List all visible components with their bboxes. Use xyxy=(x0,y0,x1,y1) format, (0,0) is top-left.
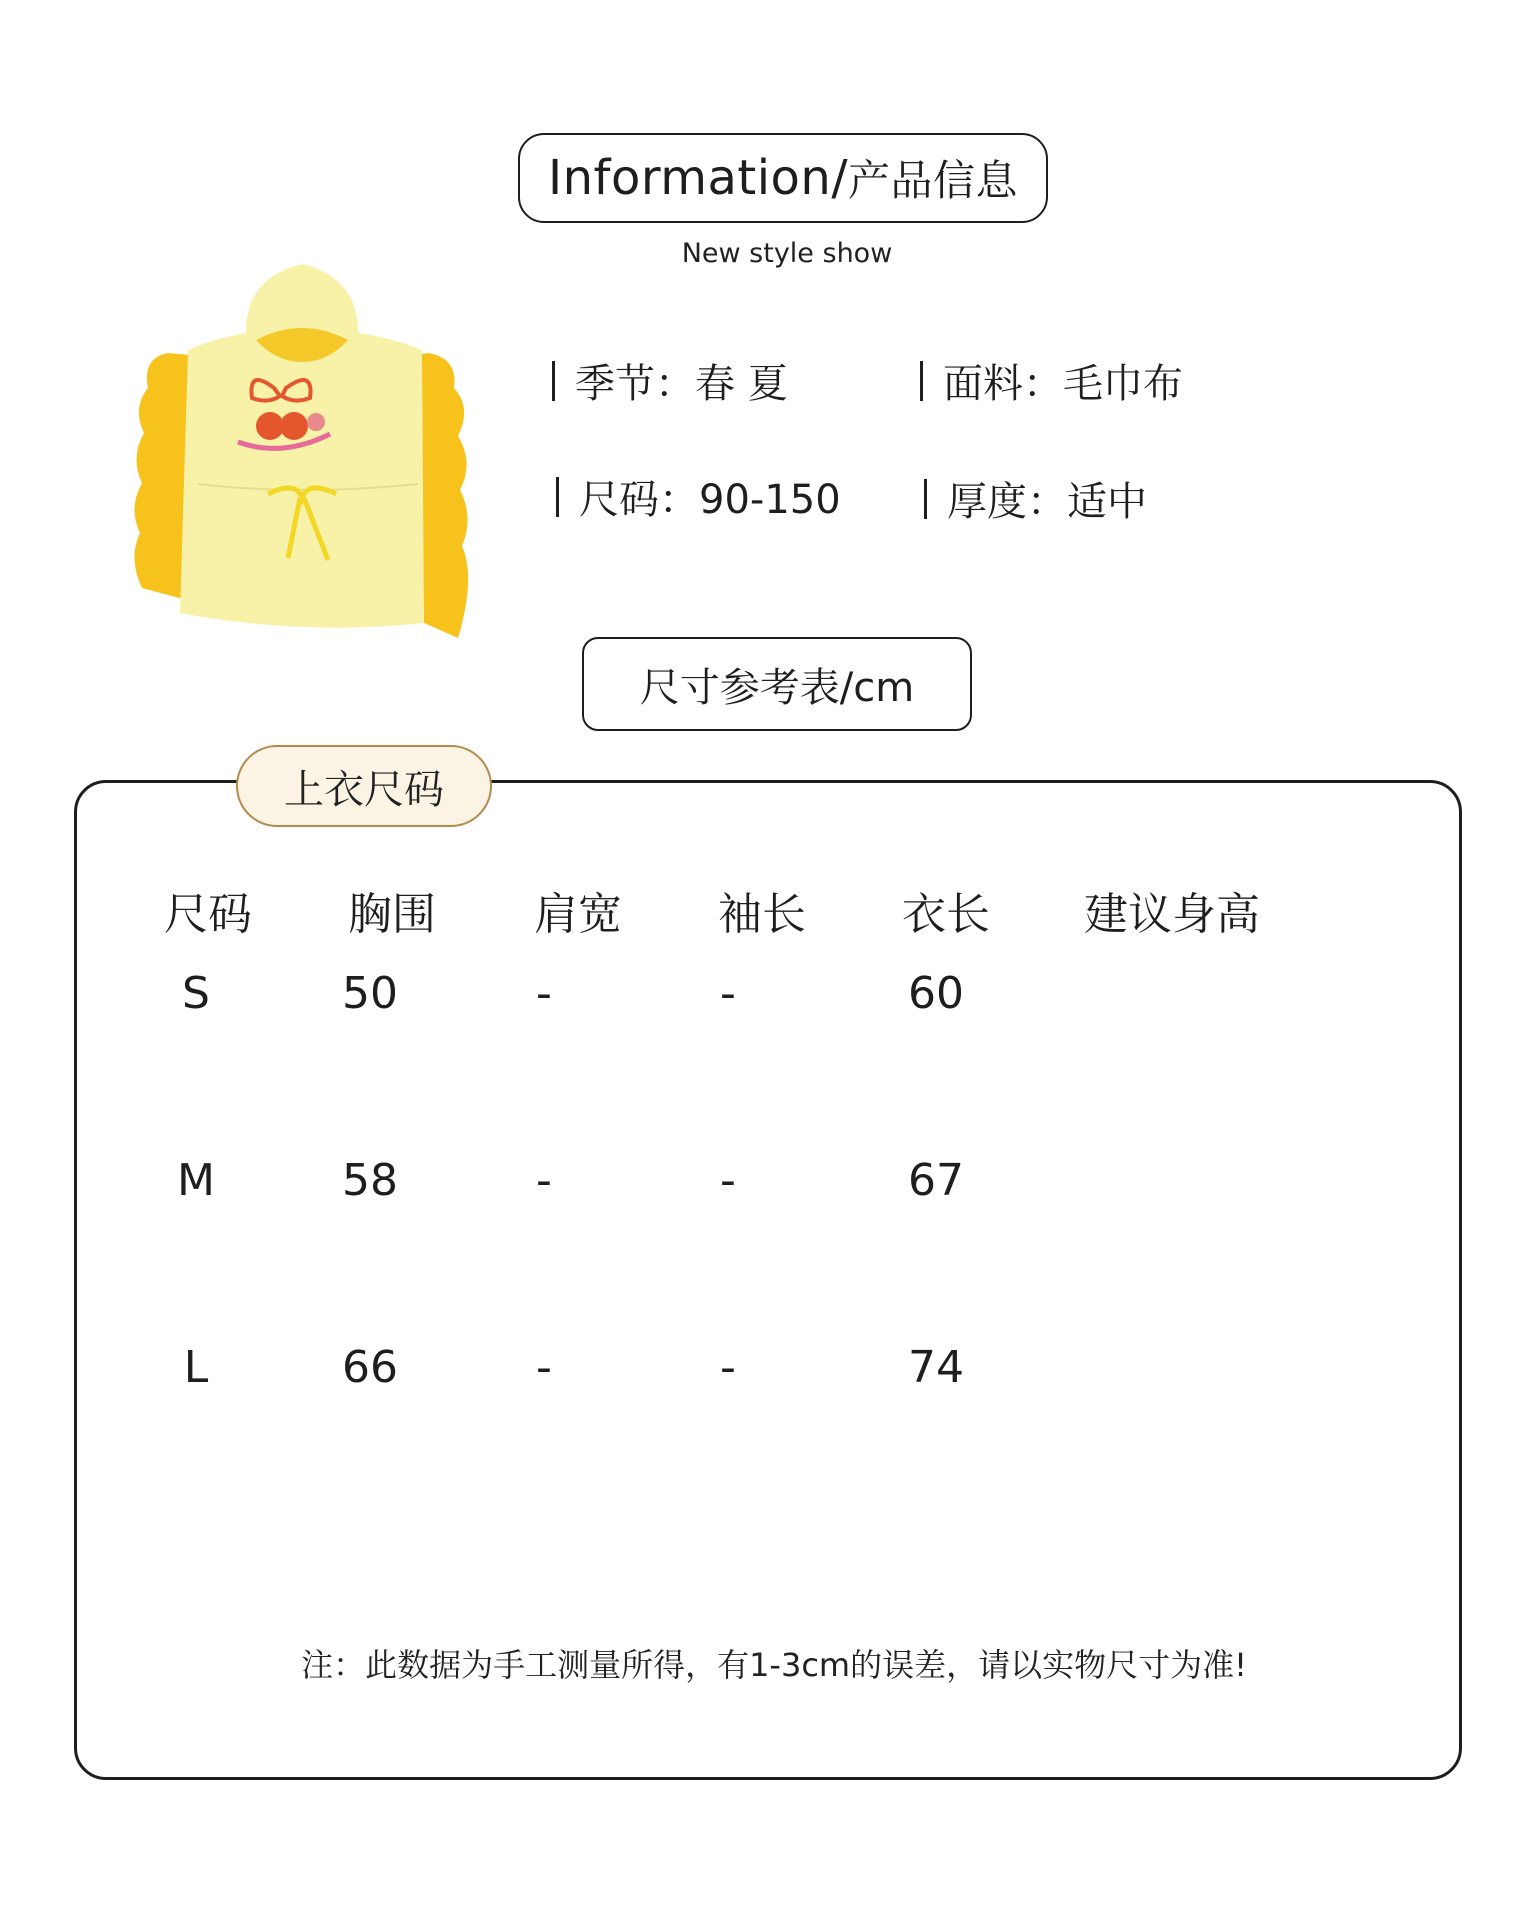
column-header-height: 建议身高 xyxy=(1084,889,1260,940)
table-cell: 74 xyxy=(908,1342,964,1393)
title-english: Information/ xyxy=(547,150,848,206)
info-thickness-text: 厚度：适中 xyxy=(947,479,1147,525)
title-chinese: 产品信息 xyxy=(848,156,1019,205)
table-category-tag: 上衣尺码 xyxy=(236,745,492,827)
table-cell: M xyxy=(177,1155,215,1206)
table-cell: 60 xyxy=(908,968,964,1019)
table-cell: - xyxy=(720,1155,736,1206)
table-cell: 66 xyxy=(342,1342,398,1393)
divider-bar xyxy=(924,479,927,519)
table-cell: - xyxy=(536,1342,552,1393)
column-header-chest: 胸围 xyxy=(348,889,436,940)
table-cell: - xyxy=(536,968,552,1019)
product-image xyxy=(128,258,476,640)
table-cell: - xyxy=(536,1155,552,1206)
table-cell: 58 xyxy=(342,1155,398,1206)
table-cell: 67 xyxy=(908,1155,964,1206)
subtitle: New style show xyxy=(681,238,893,269)
info-fabric xyxy=(920,352,1183,409)
table-cell: L xyxy=(183,1342,209,1393)
info-season-text: 季节：春 夏 xyxy=(575,361,788,407)
info-season xyxy=(552,352,788,409)
table-cell: 50 xyxy=(342,968,398,1019)
size-chart-title: 尺寸参考表/cm xyxy=(582,637,972,731)
page-title xyxy=(518,133,1048,223)
column-header-size: 尺码 xyxy=(164,889,252,940)
divider-bar xyxy=(556,477,559,517)
table-cell: - xyxy=(720,1342,736,1393)
column-header-length: 衣长 xyxy=(902,889,990,940)
divider-bar xyxy=(920,361,923,401)
column-header-sleeve: 袖长 xyxy=(718,889,806,940)
info-fabric-text: 面料：毛巾布 xyxy=(943,361,1183,407)
divider-bar xyxy=(552,361,555,401)
info-size xyxy=(556,468,841,525)
table-cell: S xyxy=(182,968,210,1019)
info-thickness xyxy=(924,470,1147,527)
column-header-shoulder: 肩宽 xyxy=(534,889,622,940)
measurement-note: 注：此数据为手工测量所得，有1-3cm的误差，请以实物尺寸为准! xyxy=(301,1646,1247,1684)
table-cell: - xyxy=(720,968,736,1019)
info-size-text: 尺码：90-150 xyxy=(579,477,841,523)
